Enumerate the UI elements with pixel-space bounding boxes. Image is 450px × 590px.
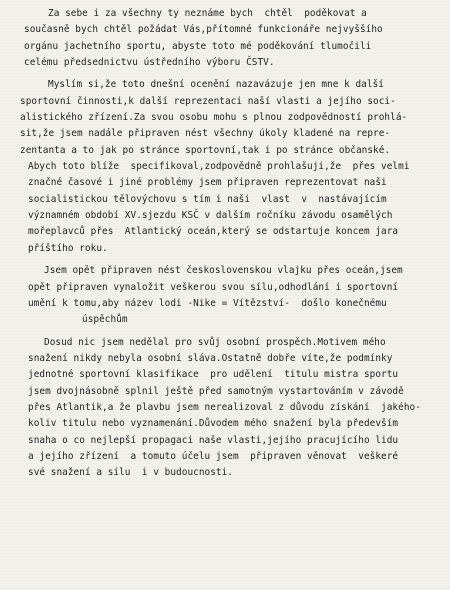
paragraph	[18, 263, 442, 328]
text-line: snažení nikdy nebyla osobní sláva.Ostatně dobře víte,že podmínky	[28, 352, 393, 364]
text-line: přes Atlantik,a že plavbu jsem nerealizoval z důvodu získání jakého-	[28, 401, 421, 413]
text-line: značné časové i jiné problémy jsem připraven reprezentovat naši	[28, 177, 387, 189]
text-line: orgánu jachetního sportu, abyste toto mé poděkování tlumočili	[24, 40, 372, 52]
text-line: socialistickou tělovýchovu s tím i naši vlast v nastávajícím	[28, 193, 387, 205]
paragraph	[18, 335, 442, 482]
text-line: celému předsednictvu ústředního výboru ČSTV.	[24, 57, 275, 69]
paragraph	[18, 77, 442, 257]
text-line: snaha o co nejlepší propagaci naše vlasti,jejího pracujícího lidu	[28, 434, 399, 446]
text-line: příštího roku.	[28, 242, 108, 254]
text-line: mořeplavců přes Atlantický oceán,který se odstartuje koncem jara	[28, 226, 399, 238]
text-line: Za sebe i za všechny ty neznáme bych chtěl poděkovat a	[48, 8, 367, 19]
text-line: úspěchům	[82, 314, 128, 326]
text-line: opět připraven vynaložit veškerou svou sílu,odhodlání i sportovní	[28, 281, 399, 293]
text-line: Jsem opět připraven nést československou vlajku přes oceán,jsem	[44, 265, 403, 277]
text-line: své snažení a sílu i v budoucnosti.	[28, 467, 233, 479]
text-line: současně bych chtěl požádat Vás,přítomné funkcionáře nejvyššího	[24, 24, 383, 36]
text-line: Myslím si,že toto dnešní ocenění nazavázuje jen mne k další	[48, 79, 384, 91]
paragraph	[18, 6, 442, 71]
text-line: koliv titulu nebo vyznamenání.Důvodem mého snažení byla především	[28, 418, 399, 430]
text-line: jednotné sportovní klasifikace pro udělení titulu mistra sportu	[28, 369, 399, 381]
text-line: umění k tomu,aby název lodi -Nike = Vítězství- došlo konečnému	[28, 297, 387, 309]
text-line: Dosud nic jsem nedělal pro svůj osobní prospěch.Motivem mého	[44, 336, 386, 348]
text-line: zentanta a to jak po stránce sportovní,tak i po stránce občanské.	[20, 144, 391, 156]
text-line: sportovní činnosti,k další reprezentaci naší vlasti a jejího soci-	[20, 95, 396, 107]
text-line: Abych toto blíže specifikoval,zodpovědně prohlašuji,že přes velmi	[28, 161, 410, 173]
text-line: významném období XV.sjezdu KSČ v dalším ročníku závodu osamělých	[28, 210, 393, 222]
document-body	[18, 6, 442, 482]
text-line: alistického zřízení.Za svou osobu mohu s plnou zodpovědností prohlá-	[20, 112, 408, 124]
text-line: jsem dvojnásobně splnil ještě před samotným vystartováním v závodě	[28, 385, 404, 397]
text-line: a jejího zřízení a tomuto účelu jsem připraven věnovat veškeré	[28, 450, 399, 462]
text-line: sit,že jsem nadále připraven nést všechny úkoly kladené na repre-	[20, 128, 391, 140]
